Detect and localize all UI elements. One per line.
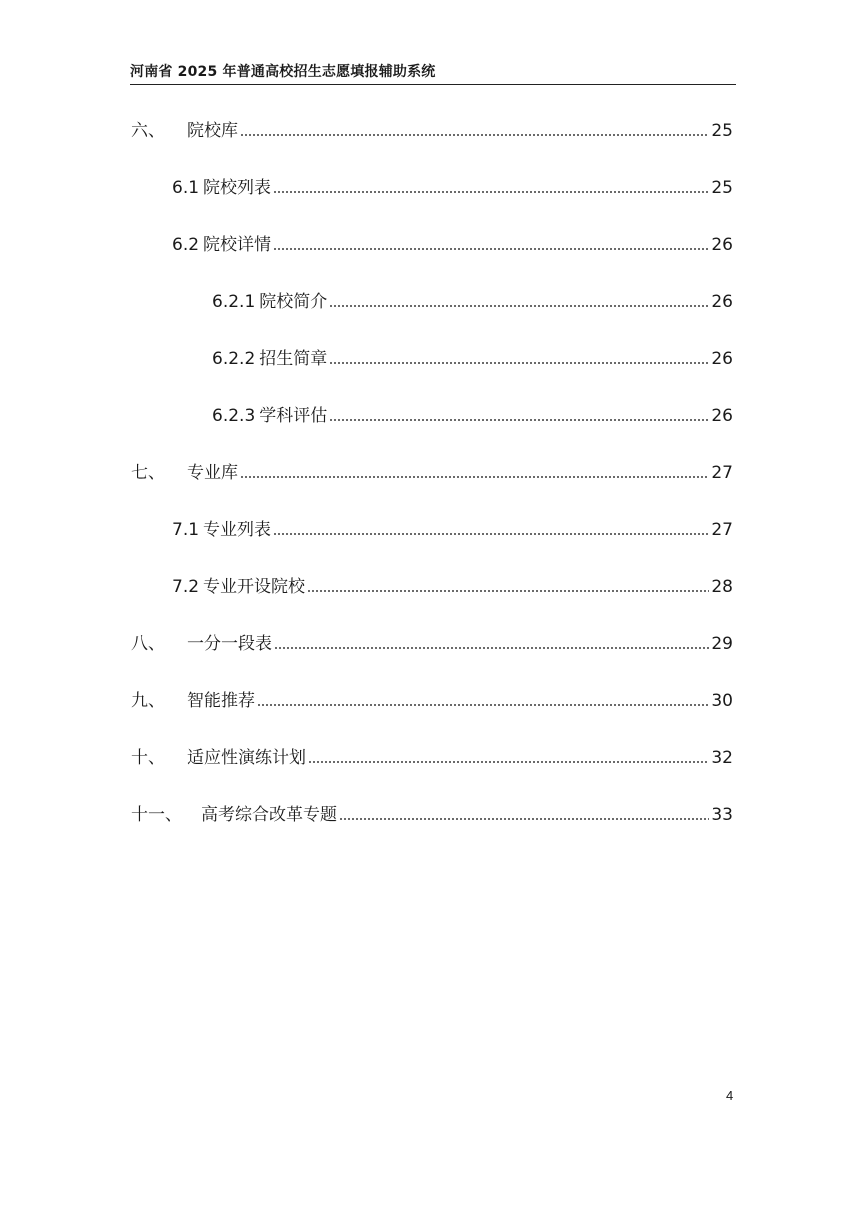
toc-entry-6-2-3[interactable] <box>212 401 733 427</box>
page-header-title: 河南省 2025 年普通高校招生志愿填报辅助系统 <box>130 64 436 80</box>
toc-entry-page: 26 <box>711 349 733 369</box>
toc-entry-number: 十、 <box>131 748 165 768</box>
toc-entry-6-2[interactable] <box>172 230 733 256</box>
toc-entry-number: 6.2.3 <box>212 406 256 426</box>
toc-entry-label: 专业库 <box>187 463 238 483</box>
toc-entry-7-2[interactable] <box>172 572 733 598</box>
toc-entry-number: 6.2 <box>172 235 200 255</box>
toc-entry-page: 26 <box>711 292 733 312</box>
toc-dot-leader <box>257 702 709 708</box>
toc-entry-page: 27 <box>711 463 733 483</box>
toc-entry-chapter-7[interactable] <box>131 458 733 484</box>
toc-entry-label: 专业列表 <box>203 520 272 540</box>
toc-entry-number: 十一、 <box>131 805 182 825</box>
toc-entry-page: 26 <box>711 235 733 255</box>
toc-entry-6-2-2[interactable] <box>212 344 733 370</box>
toc-entry-page: 27 <box>711 520 733 540</box>
toc-entry-label: 学科评估 <box>259 406 328 426</box>
toc-entry-number: 七、 <box>131 463 165 483</box>
toc-entry-chapter-11[interactable] <box>131 800 733 826</box>
toc-entry-7-1[interactable] <box>172 515 733 541</box>
toc-entry-number: 九、 <box>131 691 165 711</box>
toc-entry-page: 26 <box>711 406 733 426</box>
toc-entry-label: 适应性演练计划 <box>187 748 306 768</box>
toc-dot-leader <box>308 759 709 765</box>
toc-entry-chapter-10[interactable] <box>131 743 733 769</box>
toc-dot-leader <box>329 360 709 366</box>
toc-entry-label: 专业开设院校 <box>203 577 306 597</box>
toc-entry-label: 一分一段表 <box>187 634 272 654</box>
toc-dot-leader <box>339 816 709 822</box>
toc-entry-label: 院校简介 <box>259 292 328 312</box>
toc-entry-chapter-6[interactable] <box>131 116 733 142</box>
toc-entry-chapter-8[interactable] <box>131 629 733 655</box>
toc-dot-leader <box>307 588 709 594</box>
toc-dot-leader <box>329 417 709 423</box>
toc-entry-page: 30 <box>711 691 733 711</box>
page-number: 4 <box>726 1088 734 1103</box>
toc-entry-page: 25 <box>711 121 733 141</box>
toc-entry-page: 29 <box>711 634 733 654</box>
toc-entry-label: 智能推荐 <box>187 691 255 711</box>
toc-entry-6-2-1[interactable] <box>212 287 733 313</box>
toc-entry-number: 6.2.1 <box>212 292 256 312</box>
toc-dot-leader <box>240 474 709 480</box>
toc-entry-page: 25 <box>711 178 733 198</box>
toc-dot-leader <box>273 246 709 252</box>
toc-dot-leader <box>329 303 709 309</box>
toc-entry-6-1[interactable] <box>172 173 733 199</box>
toc-entry-number: 7.1 <box>172 520 200 540</box>
toc-dot-leader <box>274 645 709 651</box>
toc-entry-page: 28 <box>711 577 733 597</box>
toc-entry-number: 八、 <box>131 634 165 654</box>
toc-dot-leader <box>273 189 709 195</box>
toc-entry-number: 六、 <box>131 121 165 141</box>
toc-entry-number: 7.2 <box>172 577 200 597</box>
toc-entry-number: 6.2.2 <box>212 349 256 369</box>
toc-dot-leader <box>240 132 709 138</box>
toc-entry-chapter-9[interactable] <box>131 686 733 712</box>
toc-entry-label: 招生简章 <box>259 349 328 369</box>
toc-entry-label: 院校列表 <box>203 178 272 198</box>
toc-entry-label: 院校库 <box>187 121 238 141</box>
toc-entry-number: 6.1 <box>172 178 200 198</box>
toc-entry-label: 高考综合改革专题 <box>201 805 337 825</box>
toc-entry-label: 院校详情 <box>203 235 272 255</box>
toc-entry-page: 33 <box>711 805 733 825</box>
toc-dot-leader <box>273 531 709 537</box>
toc-entry-page: 32 <box>711 748 733 768</box>
